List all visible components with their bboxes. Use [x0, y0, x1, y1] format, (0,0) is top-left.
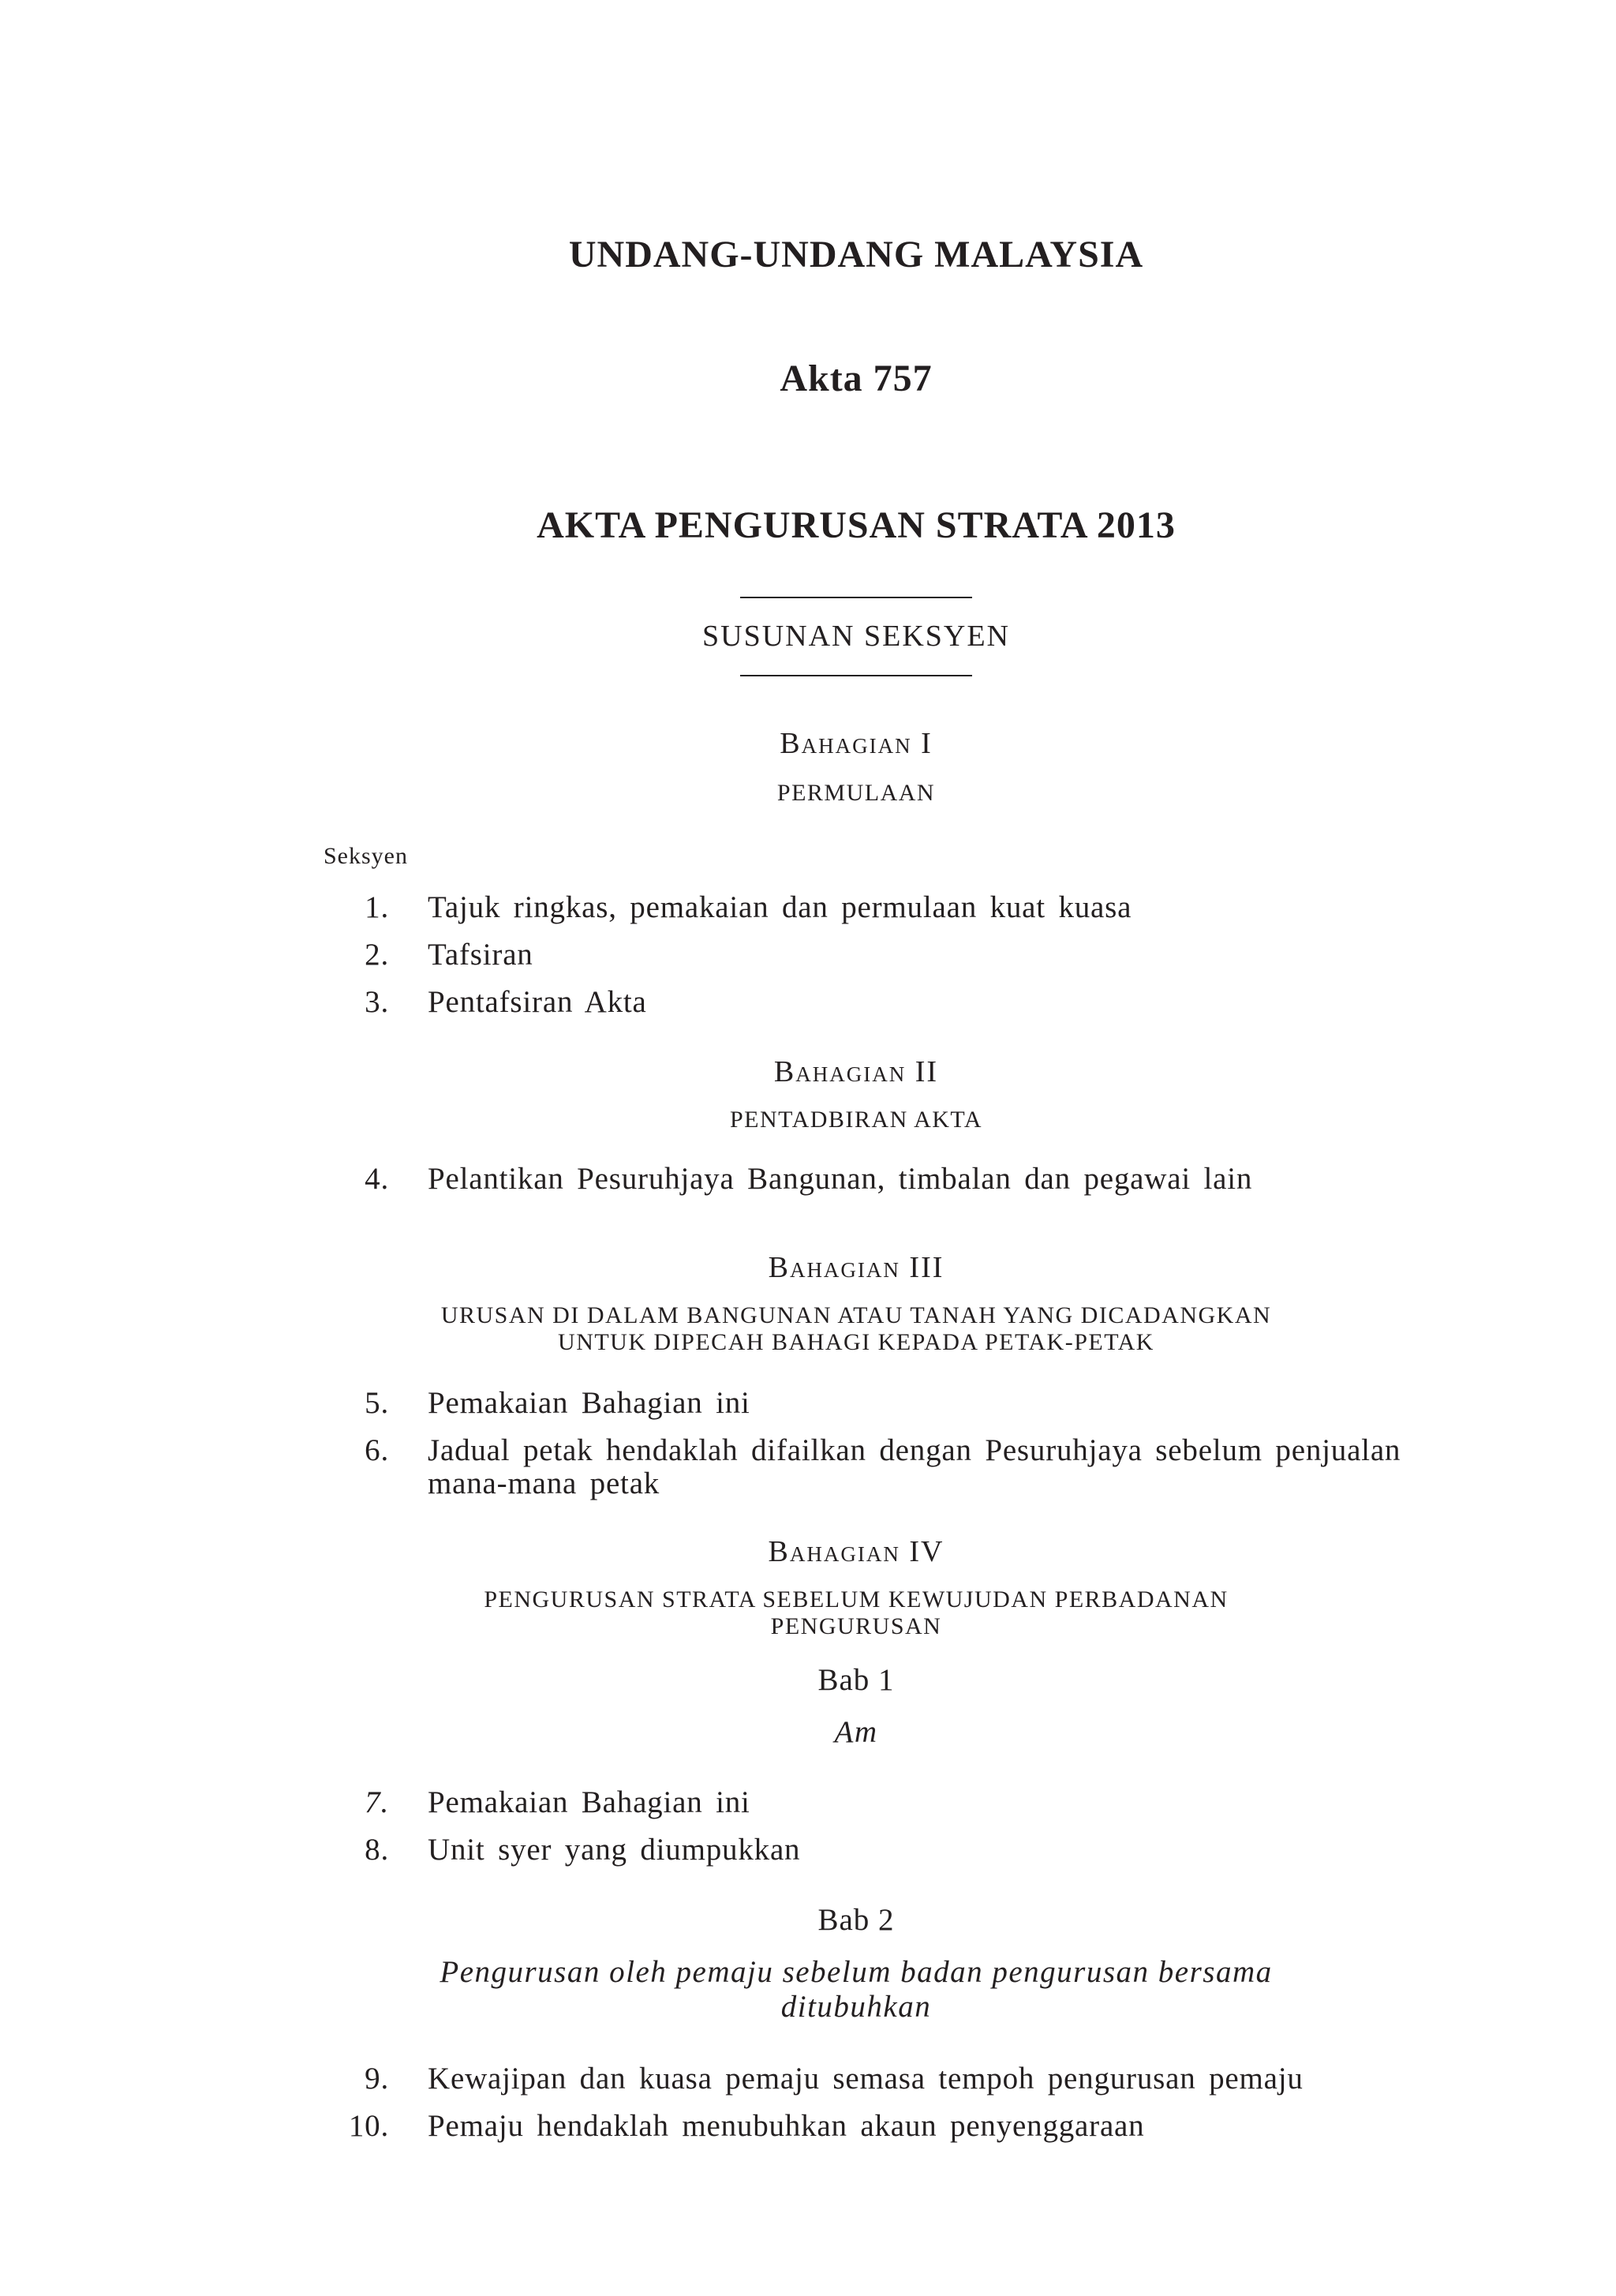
section-title: Pelantikan Pesuruhjaya Bangunan, timbalan dan pegawai lain — [428, 1162, 1253, 1196]
chapter-title-line1: Pengurusan oleh pemaju sebelum badan pengurusan bersama — [440, 1955, 1273, 1989]
part-name-line1: PENGURUSAN STRATA SEBELUM KEWUJUDAN PERBADANAN — [484, 1586, 1229, 1612]
arrangement-heading: SUSUNAN SEKSYEN — [702, 620, 1010, 653]
section-number: 5. — [365, 1386, 389, 1420]
divider-top — [740, 597, 972, 598]
act-title: AKTA PENGURUSAN STRATA 2013 — [537, 504, 1176, 546]
part-label — [0, 1534, 1616, 1569]
section-number: 9. — [365, 2062, 389, 2096]
divider-bottom — [740, 675, 972, 676]
part-label-text: Bahagian II — [773, 1055, 939, 1088]
section-title-line2: mana-mana petak — [428, 1466, 660, 1500]
part-name-line1: URUSAN DI DALAM BANGUNAN ATAU TANAH YANG DICADANGKAN — [440, 1302, 1272, 1328]
section-number: 7. — [365, 1785, 389, 1819]
part-name: PERMULAAN — [776, 780, 936, 806]
act-number: Akta 757 — [780, 358, 933, 399]
part-label-text: Bahagian I — [780, 727, 933, 760]
part-label — [0, 726, 1616, 761]
section-title-line1: Jadual petak hendaklah difailkan dengan Pesuruhjaya sebelum penjualan — [428, 1433, 1401, 1467]
part-name: PENTADBIRAN AKTA — [729, 1107, 983, 1133]
part-name-line2: UNTUK DIPECAH BAHAGI KEPADA PETAK-PETAK — [558, 1329, 1154, 1355]
section-number: 4. — [365, 1162, 389, 1196]
part-label-text: Bahagian III — [768, 1251, 945, 1284]
part-label — [0, 1054, 1616, 1089]
section-number: 1. — [365, 890, 389, 924]
section-title: Kewajipan dan kuasa pemaju semasa tempoh pengurusan pemaju — [428, 2062, 1304, 2096]
chapter-label: Bab 2 — [817, 1903, 895, 1937]
section-number: 8. — [365, 1833, 389, 1867]
part-label-text: Bahagian IV — [768, 1535, 945, 1568]
part-name-line2: PENGURUSAN — [770, 1613, 942, 1639]
section-title: Pemakaian Bahagian ini — [428, 1386, 750, 1420]
section-number: 2. — [365, 938, 389, 972]
section-number: 10. — [348, 2109, 389, 2143]
section-number: 3. — [365, 985, 389, 1019]
section-title: Pentafsiran Akta — [428, 985, 647, 1019]
section-title: Tajuk ringkas, pemakaian dan permulaan kuat kuasa — [428, 890, 1132, 924]
part-label — [0, 1250, 1616, 1285]
law-heading: UNDANG-UNDANG MALAYSIA — [568, 234, 1144, 275]
section-number: 6. — [365, 1433, 389, 1467]
section-title: Pemaju hendaklah menubuhkan akaun penyenggaraan — [428, 2109, 1145, 2143]
section-title: Tafsiran — [428, 938, 533, 972]
section-title: Unit syer yang diumpukkan — [428, 1833, 801, 1867]
section-title: Pemakaian Bahagian ini — [428, 1785, 750, 1819]
chapter-title-line2: ditubuhkan — [780, 1990, 932, 2024]
chapter-title: Am — [834, 1715, 878, 1749]
chapter-label: Bab 1 — [817, 1663, 895, 1697]
section-column-label: Seksyen — [324, 843, 408, 869]
